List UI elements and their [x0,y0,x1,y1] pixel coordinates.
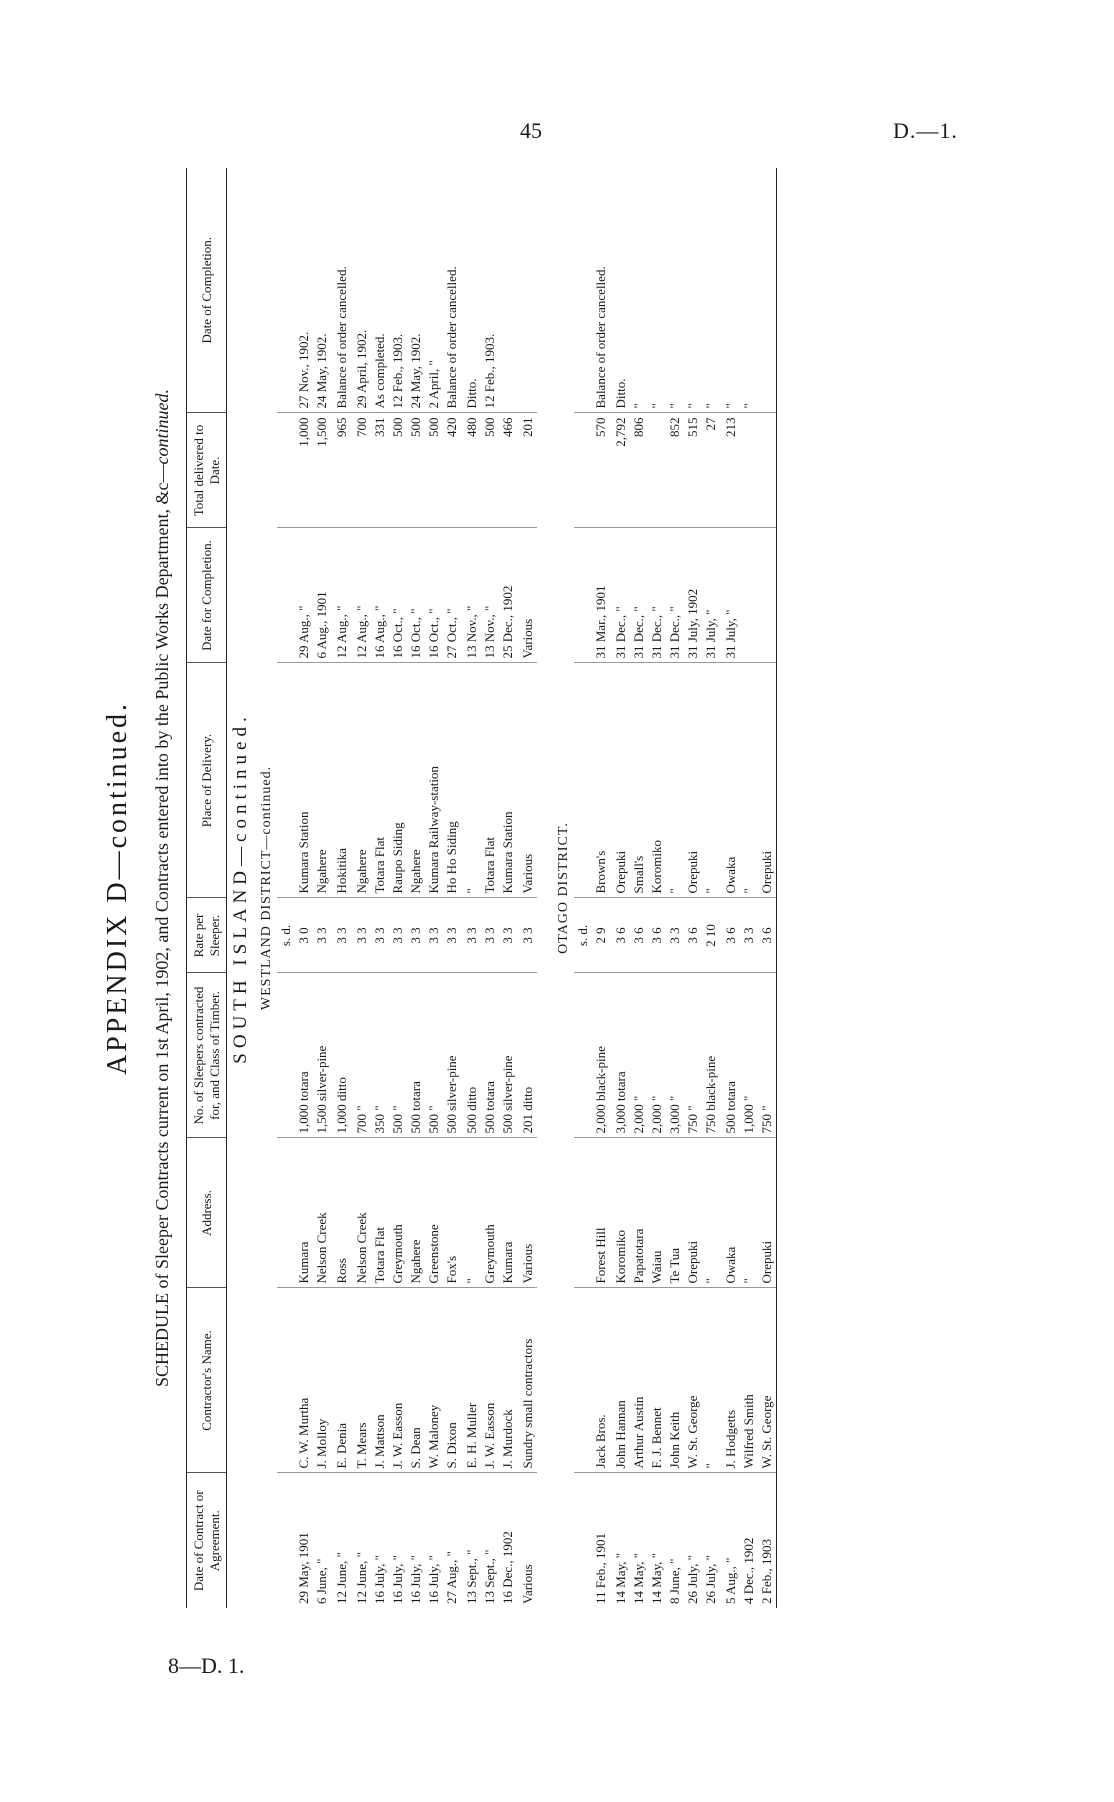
cell-date-for-completion: 31 Dec., " [648,528,666,663]
table-row [702,168,720,1608]
cell-date-for-completion: Various [519,528,537,663]
subtitle-main: SCHEDULE of Sleeper Contracts current on 1st April, 1902, and Contracts entered into by the Public Works Department, &c— [152,464,172,1388]
cell-rate: 3 6 [630,898,648,973]
cell-address: Kumara [295,1138,313,1288]
table-row [407,168,425,1608]
cell-date-for-completion [277,528,295,663]
col-header-address: Address. [187,1138,227,1288]
cell-place: Ngahere [407,663,425,898]
cell-rate: 2 10 [702,898,720,973]
cell-date: 16 July, " [390,1555,406,1604]
cell-contractor: S. Dixon [443,1288,461,1473]
cell-sleepers: 500 silver-pine [499,973,517,1138]
cell-date-of-completion: 29 April, 1902. [353,168,371,413]
cell-total-delivered: 2,792 [612,413,630,528]
cell-place: Various [519,663,537,898]
cell-date: 12 June, " [354,1552,370,1604]
cell-date-for-completion: 27 Oct., " [443,528,461,663]
cell-address [574,1138,592,1288]
cell-total-delivered: 965 [333,413,351,528]
cell-date: 16 July, " [426,1555,442,1604]
cell-date: 11 Feb., 1901 [593,1532,609,1604]
cell-contractor: J. Murdock [499,1288,517,1473]
cell-rate: 3 6 [722,898,740,973]
cell-date-of-completion [519,168,537,413]
cell-address: " [740,1138,758,1288]
cell-address: Ngahere [407,1138,425,1288]
sleeper-contracts-table [186,168,777,1608]
cell-address: Kumara [499,1138,517,1288]
cell-place: " [463,663,481,898]
cell-address: Greymouth [481,1138,499,1288]
cell-sleepers: 3,000 " [666,973,684,1138]
cell-contractor [277,1288,295,1473]
cell-place: Koromiko [648,663,666,898]
table-row [371,168,389,1608]
cell-total-delivered: 806 [630,413,648,528]
cell-place: Totara Flat [371,663,389,898]
cell-place: " [740,663,758,898]
appendix-title: APPENDIX D—continued. [102,700,133,1076]
cell-rate: 3 3 [333,898,351,973]
cell-contractor: John Hannan [612,1288,630,1473]
cell-date-of-completion: Balance of order cancelled. [443,168,461,413]
cell-contractor: S. Dean [407,1288,425,1473]
cell-date-for-completion [740,528,758,663]
cell-address: Koromiko [612,1138,630,1288]
table-row [630,168,648,1608]
table-row [313,168,331,1608]
cell-date-of-completion: " [702,168,720,413]
cell-place: Ngahere [313,663,331,898]
cell-place: Kumara Station [295,663,313,898]
cell-place: Owaka [722,663,740,898]
col-header-date-for-completion: Date for Completion. [187,528,227,663]
cell-total-delivered [740,413,758,528]
cell-date-for-completion [574,528,592,663]
cell-rate: 3 6 [612,898,630,973]
cell-contractor [574,1288,592,1473]
cell-rate: 3 3 [313,898,331,973]
cell-address: Te Tua [666,1138,684,1288]
table-header-row [187,168,227,1608]
cell-date-of-completion: As completed. [371,168,389,413]
table-row [333,168,351,1608]
cell-address: Fox's [443,1138,461,1288]
cell-sleepers [574,973,592,1138]
cell-place: Kumara Station [499,663,517,898]
cell-date [574,1473,592,1608]
cell-date-of-completion: 12 Feb., 1903. [481,168,499,413]
cell-date-of-completion: " [740,168,758,413]
cell-sleepers: 700 " [353,973,371,1138]
cell-sleepers: 2,000 " [630,973,648,1138]
cell-place: Kumara Railway-station [425,663,443,898]
cell-contractor: J. W. Easson [481,1288,499,1473]
cell-sleepers: 500 totara [481,973,499,1138]
cell-date-for-completion: 13 Nov., " [463,528,481,663]
cell-date-of-completion: Balance of order cancelled. [592,168,610,413]
table-row [684,168,702,1608]
table-row [519,168,537,1608]
cell-date: 13 Sept., " [482,1549,498,1604]
col-header-date-of-completion: Date of Completion. [187,168,227,413]
cell-date-for-completion: 31 Dec., " [666,528,684,663]
cell-rate: 2 9 [592,898,610,973]
cell-date: 6 June, " [314,1558,330,1604]
cell-address: " [463,1138,481,1288]
table-row [277,168,295,1608]
cell-sleepers: 3,000 totara [612,973,630,1138]
cell-rate: s. d. [277,898,295,973]
cell-date-for-completion: 29 Aug., " [295,528,313,663]
cell-place: Brown's [592,663,610,898]
cell-address: Papatotara [630,1138,648,1288]
cell-total-delivered: 1,000 [295,413,313,528]
cell-sleepers: 1,000 ditto [333,973,351,1138]
cell-address: Owaka [722,1138,740,1288]
cell-rate: 3 6 [684,898,702,973]
cell-date-for-completion: 31 Dec., " [630,528,648,663]
cell-total-delivered: 466 [499,413,517,528]
cell-date-of-completion: Ditto. [463,168,481,413]
cell-place: Ho Ho Siding [443,663,461,898]
cell-sleepers: 1,000 totara [295,973,313,1138]
cell-total-delivered: 420 [443,413,461,528]
cell-date: 16 Dec., 1902 [500,1531,516,1604]
cell-total-delivered: 201 [519,413,537,528]
cell-place: Raupo Siding [389,663,407,898]
cell-date-of-completion [277,168,295,413]
section-row-otago [549,168,574,1608]
cell-date-of-completion: " [648,168,666,413]
cell-sleepers: 2,000 black-pine [592,973,610,1138]
cell-total-delivered: 852 [666,413,684,528]
cell-rate: 3 3 [371,898,389,973]
cell-address: Ross [333,1138,351,1288]
cell-date-for-completion: 31 July, 1902 [684,528,702,663]
cell-total-delivered [574,413,592,528]
table-row [574,168,592,1608]
cell-total-delivered: 480 [463,413,481,528]
cell-date-for-completion [758,528,777,663]
cell-date-of-completion: " [684,168,702,413]
cell-date-for-completion: 16 Aug., " [371,528,389,663]
cell-contractor: Wilfred Smith [740,1288,758,1473]
table-row [389,168,407,1608]
cell-date-for-completion: 12 Aug., " [353,528,371,663]
cell-date: 5 Aug., " [723,1557,739,1604]
cell-place: Orepuki [684,663,702,898]
subtitle-tail: continued. [152,388,172,465]
cell-date-of-completion: 2 April, " [425,168,443,413]
cell-rate: 3 6 [758,898,777,973]
table-row [612,168,630,1608]
cell-date: 16 July, " [408,1555,424,1604]
table-row [666,168,684,1608]
col-header-sleepers: No. of Sleepers contracted for, and Class of Timber. [187,973,227,1138]
cell-sleepers: 750 " [684,973,702,1138]
cell-place [574,663,592,898]
cell-address: " [702,1138,720,1288]
cell-date-for-completion: 31 Dec., " [612,528,630,663]
cell-sleepers [277,973,295,1138]
cell-date: 26 July, " [685,1555,701,1604]
cell-place: Ngahere [353,663,371,898]
cell-contractor: F. J. Bennet [648,1288,666,1473]
cell-date: Various [520,1564,536,1604]
cell-date-for-completion: 6 Aug., 1901 [313,528,331,663]
cell-contractor: J. W. Easson [389,1288,407,1473]
cell-sleepers: 350 " [371,973,389,1138]
cell-date-of-completion: 12 Feb., 1903. [389,168,407,413]
cell-total-delivered: 27 [702,413,720,528]
col-header-total-delivered: Total delivered to Date. [187,413,227,528]
footer-code: 8—D. 1. [168,1653,245,1678]
cell-rate: 3 3 [425,898,443,973]
cell-contractor: T. Mears [353,1288,371,1473]
cell-date-of-completion: 24 May, 1902. [407,168,425,413]
cell-date-of-completion: Ditto. [612,168,630,413]
cell-sleepers: 750 black-pine [702,973,720,1138]
cell-date: 4 Dec., 1902 [741,1537,757,1604]
table-row [499,168,517,1608]
cell-date-for-completion: 31 July, " [722,528,740,663]
cell-address: Greenstone [425,1138,443,1288]
cell-date-for-completion: 31 Mar., 1901 [592,528,610,663]
cell-contractor: J. Molloy [313,1288,331,1473]
table-row [295,168,313,1608]
cell-total-delivered [277,413,295,528]
cell-total-delivered: 500 [425,413,443,528]
cell-rate: 3 3 [740,898,758,973]
cell-sleepers: 500 totara [407,973,425,1138]
table-row [425,168,443,1608]
section-row-westland [252,168,277,1608]
cell-date: 8 June, " [667,1558,683,1604]
cell-date-of-completion: " [666,168,684,413]
cell-date-for-completion: 25 Dec., 1902 [499,528,517,663]
cell-contractor: J. Hodgetts [722,1288,740,1473]
cell-sleepers: 500 totara [722,973,740,1138]
cell-place [277,663,295,898]
cell-date-for-completion: 16 Oct., " [425,528,443,663]
cell-rate: 3 3 [666,898,684,973]
cell-total-delivered: 1,500 [313,413,331,528]
table-row [481,168,499,1608]
cell-contractor: C. W. Murtha [295,1288,313,1473]
cell-rate: 3 3 [353,898,371,973]
cell-contractor: E. Denia [333,1288,351,1473]
section-westland-heading: WESTLAND DISTRICT—continued. [259,765,275,1011]
cell-rate: 3 3 [463,898,481,973]
cell-contractor: " [702,1288,720,1473]
cell-sleepers: 2,000 " [648,973,666,1138]
cell-sleepers: 500 " [425,973,443,1138]
cell-date-for-completion: 16 Oct., " [389,528,407,663]
cell-date-of-completion [758,168,777,413]
cell-total-delivered: 515 [684,413,702,528]
cell-total-delivered: 570 [592,413,610,528]
cell-contractor: W. St. George [684,1288,702,1473]
cell-place: " [666,663,684,898]
cell-place: Totara Flat [481,663,499,898]
cell-address: Orepuki [758,1138,777,1288]
cell-rate: 3 3 [389,898,407,973]
cell-total-delivered: 213 [722,413,740,528]
cell-contractor: J. Mattson [371,1288,389,1473]
cell-date-of-completion: Balance of order cancelled. [333,168,351,413]
cell-total-delivered: 500 [407,413,425,528]
cell-place: Hokitika [333,663,351,898]
table-row [443,168,461,1608]
cell-rate: 3 3 [407,898,425,973]
table-row [592,168,610,1608]
cell-sleepers: 500 " [389,973,407,1138]
cell-address: Nelson Creek [353,1138,371,1288]
cell-sleepers: 500 silver-pine [443,973,461,1138]
page-number: 45 [520,118,542,143]
cell-date: 2 Feb., 1903 [758,1473,777,1608]
cell-date-for-completion: 31 July, " [702,528,720,663]
table-row [648,168,666,1608]
cell-contractor: Arthur Austin [630,1288,648,1473]
col-header-date: Date of Contract or Agreement. [187,1473,227,1608]
cell-address: Forest Hill [592,1138,610,1288]
cell-total-delivered: 700 [353,413,371,528]
cell-total-delivered: 331 [371,413,389,528]
cell-address: Greymouth [389,1138,407,1288]
cell-address [277,1138,295,1288]
table-row [722,168,740,1608]
cell-date: 16 July, " [372,1555,388,1604]
cell-total-delivered [648,413,666,528]
schedule-subtitle [152,168,173,1608]
cell-date: 12 June, " [334,1552,350,1604]
cell-rate: 3 0 [295,898,313,973]
cell-sleepers: 201 ditto [519,973,537,1138]
cell-contractor: John Keith [666,1288,684,1473]
cell-date-of-completion: " [630,168,648,413]
cell-date-of-completion: 27 Nov., 1902. [295,168,313,413]
cell-date: 14 May, " [631,1552,647,1604]
table-row [758,168,777,1608]
section-otago-heading: OTAGO DISTRICT. [556,822,572,954]
cell-address: Nelson Creek [313,1138,331,1288]
cell-total-delivered: 500 [389,413,407,528]
table-row [463,168,481,1608]
cell-place: " [702,663,720,898]
cell-sleepers: 750 " [758,973,777,1138]
cell-rate: s. d. [574,898,592,973]
cell-date: 27 Aug., " [444,1551,460,1604]
table-row [740,168,758,1608]
rotated-schedule-sheet [102,168,1082,1608]
cell-date: 14 May, " [613,1552,629,1604]
cell-date [277,1473,295,1608]
cell-date: 26 July, " [703,1555,719,1604]
cell-contractor: E. H. Muller [463,1288,481,1473]
cell-date: 14 May, " [649,1552,665,1604]
cell-date-of-completion: " [722,168,740,413]
cell-rate: 3 3 [499,898,517,973]
cell-address: Totara Flat [371,1138,389,1288]
col-header-rate: Rate per Sleeper. [187,898,227,973]
col-header-place: Place of Delivery. [187,663,227,898]
cell-total-delivered [758,413,777,528]
cell-date: 29 May, 1901 [296,1532,312,1604]
table-row [353,168,371,1608]
cell-date-of-completion [499,168,517,413]
cell-contractor: Jack Bros. [592,1288,610,1473]
cell-date: 13 Sept., " [464,1549,480,1604]
cell-date-for-completion: 12 Aug., " [333,528,351,663]
cell-contractor: W. Maloney [425,1288,443,1473]
cell-date-for-completion: 16 Oct., " [407,528,425,663]
cell-sleepers: 1,000 " [740,973,758,1138]
page-code: D.—1. [893,118,958,143]
section-row-island [227,168,253,1608]
cell-date-for-completion: 13 Nov., " [481,528,499,663]
col-header-contractor: Contractor's Name. [187,1288,227,1473]
cell-contractor: Sundry small contractors [519,1288,537,1473]
cell-date-of-completion [574,168,592,413]
cell-address: Orepuki [684,1138,702,1288]
cell-contractor: W. St. George [758,1288,777,1473]
cell-address: Various [519,1138,537,1288]
cell-address: Waiau [648,1138,666,1288]
cell-rate: 3 3 [443,898,461,973]
cell-sleepers: 1,500 silver-pine [313,973,331,1138]
cell-place: Small's [630,663,648,898]
cell-rate: 3 3 [519,898,537,973]
cell-place: Orepuki [612,663,630,898]
cell-rate: 3 6 [648,898,666,973]
cell-total-delivered: 500 [481,413,499,528]
cell-rate: 3 3 [481,898,499,973]
cell-date-of-completion: 24 May, 1902. [313,168,331,413]
cell-sleepers: 500 ditto [463,973,481,1138]
section-island-heading: SOUTH ISLAND—continued. [230,712,252,1064]
cell-place: Orepuki [758,663,777,898]
